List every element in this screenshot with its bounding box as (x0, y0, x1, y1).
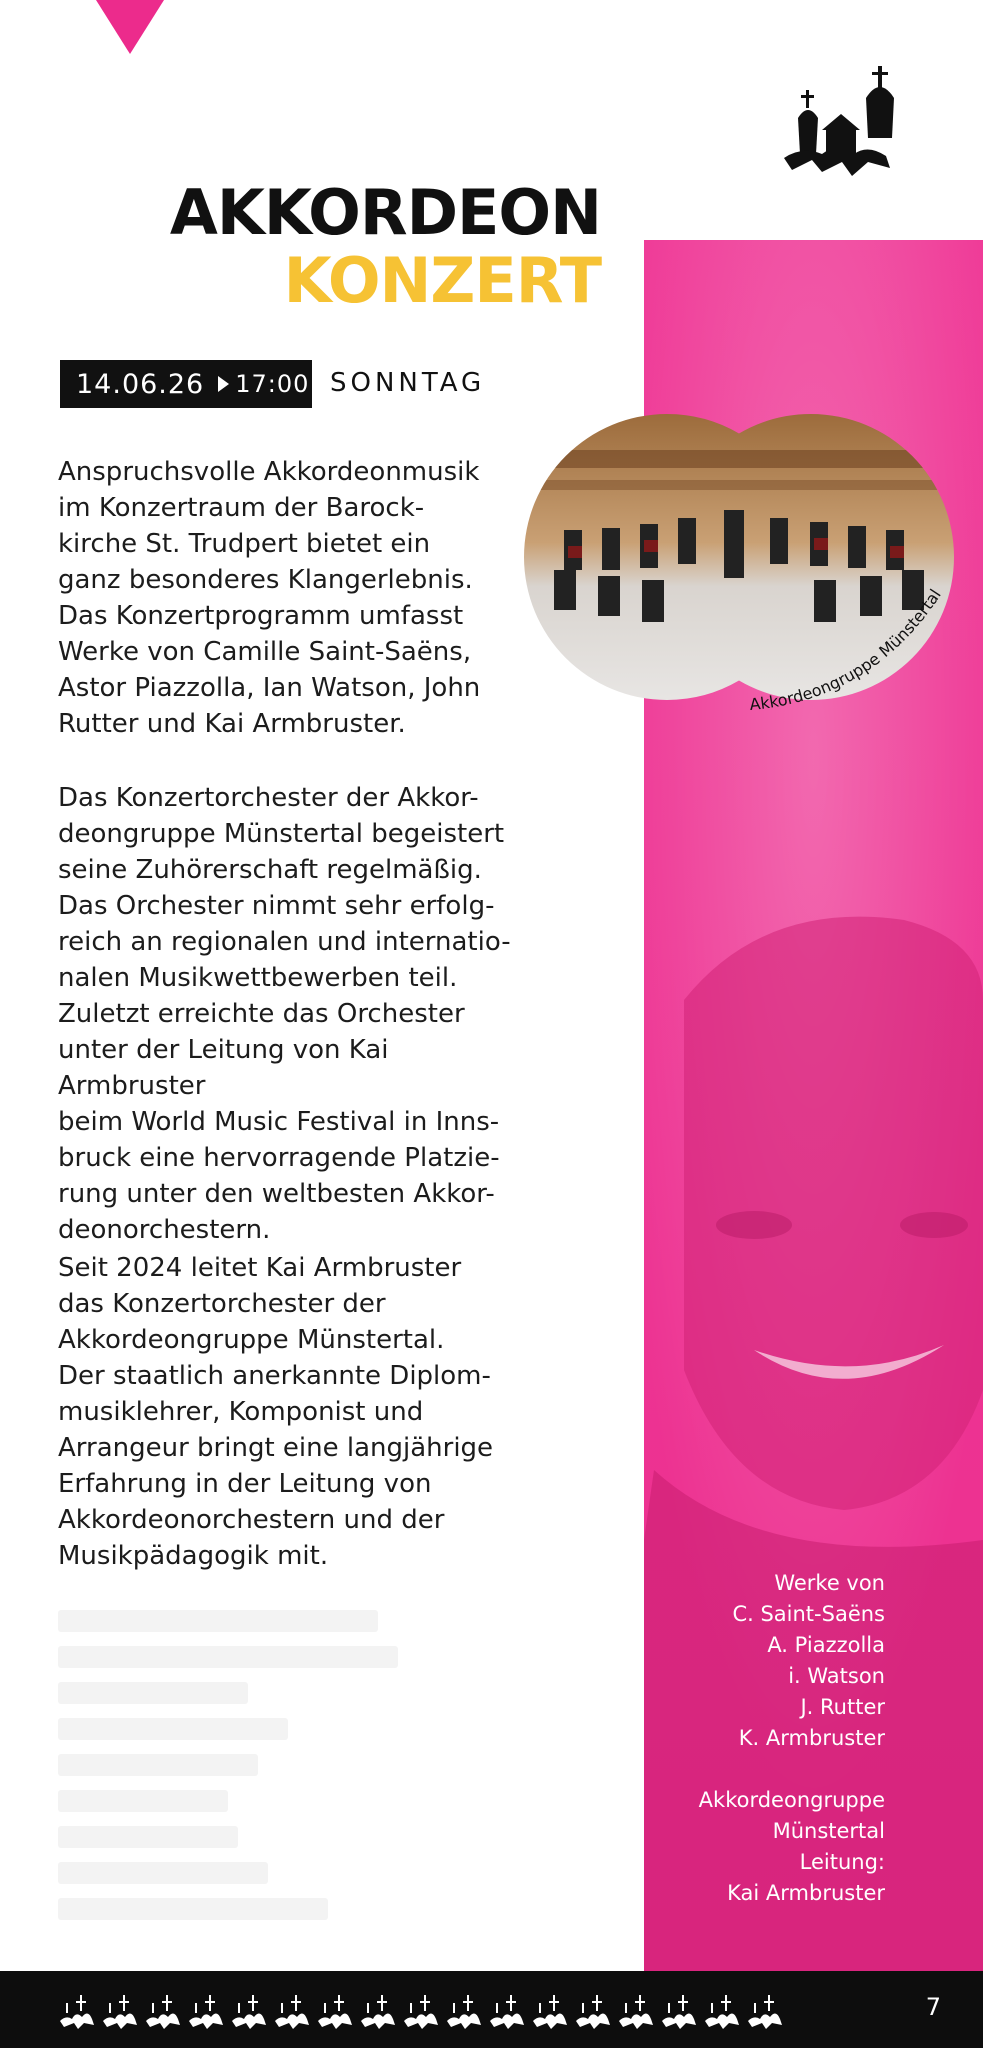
title-akkordeon: AKKORDEON (169, 176, 601, 249)
footer-bar (0, 1971, 983, 2048)
cross-ornament-icon (619, 1995, 653, 2029)
triangle-marker-icon (96, 0, 164, 54)
cross-ornament-icon (275, 1995, 309, 2029)
cross-ornament-icon (705, 1995, 739, 2029)
photo-caption: Akkordeongruppe Münstertal (748, 585, 945, 715)
cross-ornament-icon (103, 1995, 137, 2029)
svg-text:Akkordeongruppe Münstertal (749, 586, 945, 714)
cross-ornament-icon (318, 1995, 352, 2029)
cross-ornament-icon (232, 1995, 266, 2029)
paragraph-intro: Anspruchsvolle Akkordeonmusik im Konzertraum der Barock- kirche St. Trudpert bietet ein ganz besonderes Klangerlebnis. Das Konzertprogramm umfasst Werke von Camille Saint-Saëns, Astor Piazzolla, Ian Watson, John Rutter und Kai Armbruster. (58, 457, 481, 739)
cross-ornament-icon (404, 1995, 438, 2029)
cross-ornament-icon (189, 1995, 223, 2029)
play-arrow-icon (218, 376, 229, 392)
date-time-box (60, 360, 312, 408)
event-title (169, 176, 601, 317)
title-konzert: KONZERT (283, 244, 601, 317)
program-credits: Werke von C. Saint-Saëns A. Piazzolla i. Watson J. Rutter K. Armbruster Akkordeongruppe Münstertal Leitung: Kai Armbruster (698, 1571, 885, 1905)
page-number: 7 (925, 1993, 941, 2021)
cross-ornament-icon (533, 1995, 567, 2029)
cross-ornament-icon (146, 1995, 180, 2029)
cross-ornament-icon (361, 1995, 395, 2029)
photo-caption-arc (520, 400, 970, 740)
church-logo-icon (782, 58, 902, 176)
cross-ornament-icon (662, 1995, 696, 2029)
event-weekday: SONNTAG (330, 368, 486, 398)
cross-ornament-icon (576, 1995, 610, 2029)
paragraph-orchestra: Das Konzertorchester der Akkor- deongruppe Münstertal begeistert seine Zuhörerschaft regelmäßig. Das Orchester nimmt sehr erfolg- reich an regionalen und internatio- nalen Musikwettbewerben teil. Zuletzt erreichte das Orchester unter der Leitung von Kai Armbruster beim World Music Festival in Inns- bruck eine hervorragende Platzie- rung unter den weltbesten Akkor- deonorchestern. (58, 783, 511, 1245)
faded-text-placeholder (58, 1610, 418, 1930)
cross-ornament-icon (748, 1995, 782, 2029)
cross-ornament-icon (60, 1995, 94, 2029)
event-date: 14.06.26 (76, 368, 205, 400)
paragraph-conductor: Seit 2024 leitet Kai Armbruster das Konzertorchester der Akkordeongruppe Münstertal. Der staatlich anerkannte Diplom- musiklehrer, Komponist und Arrangeur bringt eine langjährige Erfahrung in der Leitung von Akkordeonorchestern und der Musikpädagogik mit. (58, 1253, 494, 1571)
event-time: 17:00 (235, 370, 310, 398)
cross-ornament-icon (490, 1995, 524, 2029)
cross-ornament-icon (447, 1995, 481, 2029)
cross-ornament-icon (58, 1985, 798, 2033)
